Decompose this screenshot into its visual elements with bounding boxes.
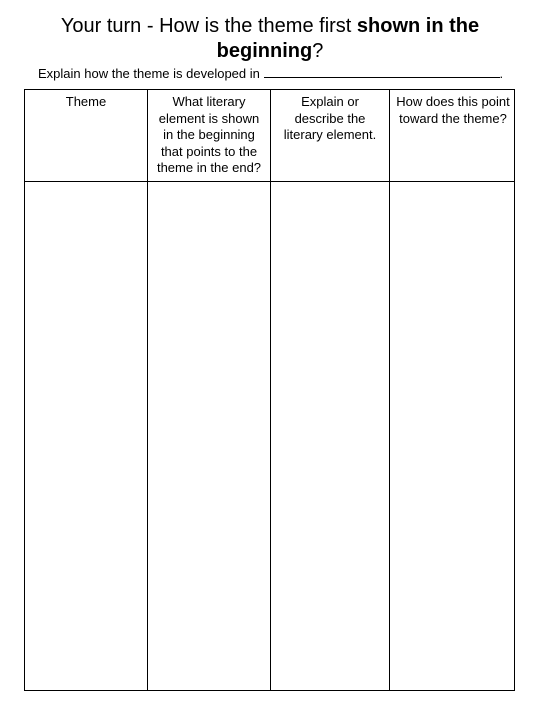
title-bold-text: shown in the beginning (216, 15, 480, 62)
answer-cell-literary-element[interactable] (149, 183, 270, 690)
answer-cell-explain[interactable] (272, 183, 389, 690)
organizer-table (24, 89, 515, 691)
column-divider (147, 90, 148, 690)
header-toward-theme: How does this point toward the theme? (396, 94, 510, 126)
instruction-end: . (499, 66, 504, 81)
header-explain: Explain or describe the literary element. (283, 94, 377, 142)
instruction-text: Explain how the theme is developed in (38, 66, 260, 81)
column-divider (389, 90, 390, 690)
fill-in-blank[interactable] (264, 66, 500, 78)
worksheet-title (40, 14, 500, 64)
column-divider (270, 90, 271, 690)
title-text-start: Your turn - How is the theme first (60, 15, 357, 37)
header-theme: Theme (65, 94, 107, 109)
header-literary-element: What literary element is shown in the beginning that points to the theme in the end? (156, 94, 262, 175)
answer-cell-theme[interactable] (25, 183, 147, 690)
header-divider (25, 181, 514, 182)
answer-cell-toward-theme[interactable] (391, 183, 514, 690)
title-text-end: ? (312, 40, 324, 62)
instruction-line (38, 66, 508, 82)
